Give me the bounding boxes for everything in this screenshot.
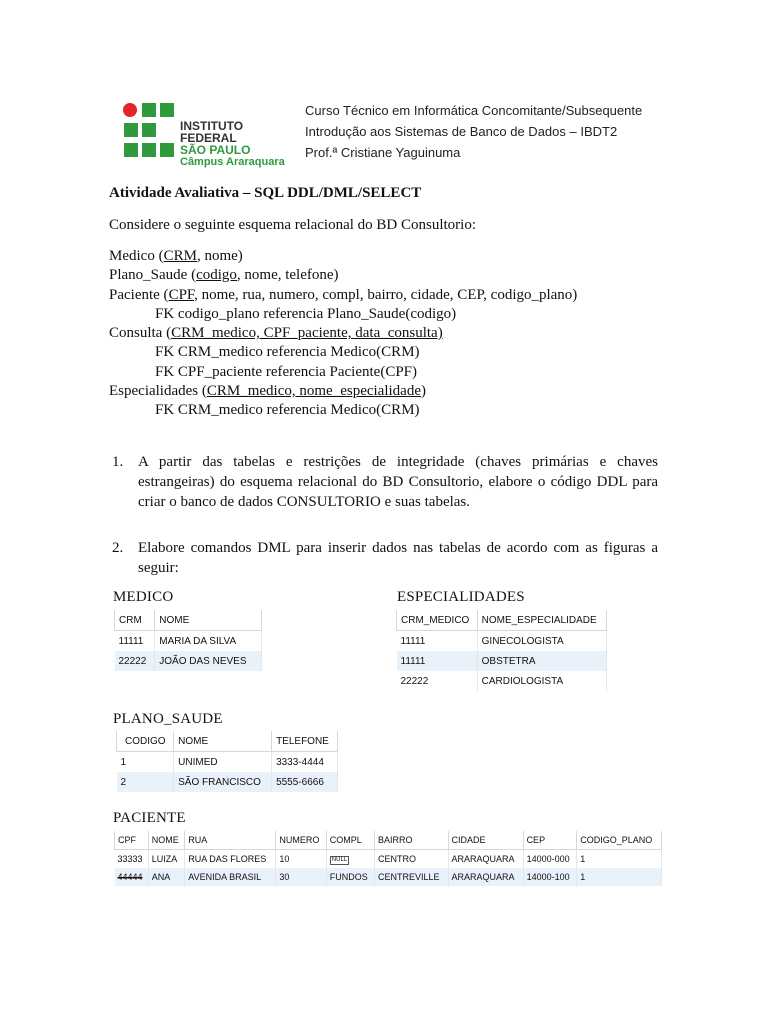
paciente-table (114, 831, 662, 886)
column-header: CIDADE (448, 831, 523, 850)
plano-saude-table-label: PLANO_SAUDE (113, 711, 223, 727)
schema-paciente: Paciente (CPF, nome, rua, numero, compl, bairro, cidade, CEP, codigo_plano) (109, 286, 578, 303)
table-cell (326, 850, 374, 869)
question-text: A partir das tabelas e restrições de integridade (chaves primárias e chaves estrangeiras) do esquema relacional do BD Consultorio, elabore o código DDL para criar o banco de dados CONSULTORIO e suas tabelas. (138, 454, 658, 510)
table-cell: RUA DAS FLORES (185, 850, 276, 869)
table-row (117, 772, 338, 792)
column-header: RUA (185, 831, 276, 850)
column-header: NOME (174, 731, 272, 752)
table-header-row (117, 731, 338, 752)
logo-line-2: SÃO PAULO (180, 143, 251, 157)
schema-consulta-fk2: FK CPF_paciente referencia Paciente(CPF) (155, 363, 418, 380)
table-row (115, 868, 662, 886)
table-row (397, 631, 607, 652)
column-header: NOME (148, 831, 184, 850)
null-value-badge: NULL (331, 857, 348, 863)
activity-title: Atividade Avaliativa – SQL DDL/DML/SELECT (109, 185, 422, 201)
intro-text: Considere o seguinte esquema relacional do BD Consultorio: (109, 217, 477, 233)
schema-plano-saude: Plano_Saude (codigo, nome, telefone) (109, 267, 339, 284)
especialidades-table-label: ESPECIALIDADES (397, 589, 525, 605)
column-header: BAIRRO (375, 831, 448, 850)
column-header: TELEFONE (272, 731, 338, 752)
table-cell: SÃO FRANCISCO (174, 772, 272, 792)
logo-line-1: INSTITUTO FEDERAL (180, 119, 244, 145)
column-header: CODIGO (117, 731, 174, 752)
table-cell: 14000-000 (523, 850, 577, 869)
table-cell: ARARAQUARA (448, 868, 523, 886)
schema-paciente-fk: FK codigo_plano referencia Plano_Saude(codigo) (155, 305, 457, 322)
table-row (115, 651, 262, 671)
table-cell: 3333-4444 (272, 752, 338, 773)
column-header: CEP (523, 831, 577, 850)
column-header: CRM_MEDICO (397, 610, 478, 631)
table-cell: AVENIDA BRASIL (185, 868, 276, 886)
especialidades-table (396, 610, 607, 691)
paciente-table-label: PACIENTE (113, 810, 186, 826)
table-cell: OBSTETRA (477, 651, 606, 671)
schema-medico: Medico (CRM, nome) (109, 248, 243, 264)
table-row (117, 752, 338, 773)
plano-saude-table (116, 731, 338, 792)
if-logo-icon (122, 102, 176, 160)
table-cell: ANA (148, 868, 184, 886)
question-text: Elabore comandos DML para inserir dados nas tabelas de acordo com as figuras a seguir: (138, 540, 658, 576)
schema-consulta-fk1: FK CRM_medico referencia Medico(CRM) (155, 344, 420, 361)
table-cell: 2 (117, 772, 174, 792)
question-number: 1. (112, 454, 124, 470)
relational-schema (109, 247, 577, 421)
schema-especialidades: Especialidades (CRM_medico, nome_especialidade) (109, 383, 426, 400)
question-2 (112, 538, 658, 578)
header-info (305, 100, 642, 163)
logo-line-3: Câmpus Araraquara (180, 156, 285, 168)
table-cell: 5555-6666 (272, 772, 338, 792)
schema-consulta: Consulta (CRM_medico, CPF_paciente, data_consulta) (109, 325, 443, 342)
professor-name: Prof.ª Cristiane Yaguinuma (305, 145, 461, 160)
medico-table (114, 610, 262, 671)
table-cell: 44444 (115, 868, 149, 886)
table-cell: ARARAQUARA (448, 850, 523, 869)
table-cell: 22222 (397, 671, 478, 691)
column-header: COMPL (326, 831, 374, 850)
table-cell: 22222 (115, 651, 155, 671)
table-row (397, 651, 607, 671)
table-header-row (397, 610, 607, 631)
table-cell: 1 (577, 850, 662, 869)
question-number: 2. (112, 540, 124, 556)
subject-name: Introdução aos Sistemas de Banco de Dados – IBDT2 (305, 124, 618, 139)
table-cell: 1 (117, 752, 174, 773)
table-header-row (115, 610, 262, 631)
table-row (115, 850, 662, 869)
column-header: NOME_ESPECIALIDADE (477, 610, 606, 631)
table-header-row (115, 831, 662, 850)
table-cell: 30 (276, 868, 326, 886)
course-name: Curso Técnico em Informática Concomitante/Subsequente (305, 103, 643, 118)
table-cell: CARDIOLOGISTA (477, 671, 606, 691)
table-cell: FUNDOS (326, 868, 374, 886)
table-cell: 11111 (115, 631, 155, 652)
table-cell: GINECOLOGISTA (477, 631, 606, 652)
table-cell: 33333 (115, 850, 149, 869)
table-cell: 11111 (397, 631, 478, 652)
medico-table-label: MEDICO (113, 589, 174, 605)
table-row (397, 671, 607, 691)
table-cell: JOÃO DAS NEVES (155, 651, 262, 671)
table-cell: LUIZA (148, 850, 184, 869)
schema-especialidades-fk: FK CRM_medico referencia Medico(CRM) (155, 402, 420, 419)
table-cell: 11111 (397, 651, 478, 671)
table-cell: UNIMED (174, 752, 272, 773)
table-cell: 1 (577, 868, 662, 886)
institute-logo (122, 102, 302, 168)
table-cell: CENTRO (375, 850, 448, 869)
column-header: NUMERO (276, 831, 326, 850)
logo-text (180, 120, 302, 168)
table-cell: CENTREVILLE (375, 868, 448, 886)
column-header: CRM (115, 610, 155, 631)
table-cell: 14000-100 (523, 868, 577, 886)
table-cell: MARIA DA SILVA (155, 631, 262, 652)
column-header: NOME (155, 610, 262, 631)
column-header: CPF (115, 831, 149, 850)
table-row (115, 631, 262, 652)
question-1 (112, 452, 658, 512)
column-header: CODIGO_PLANO (577, 831, 662, 850)
table-cell: 10 (276, 850, 326, 869)
